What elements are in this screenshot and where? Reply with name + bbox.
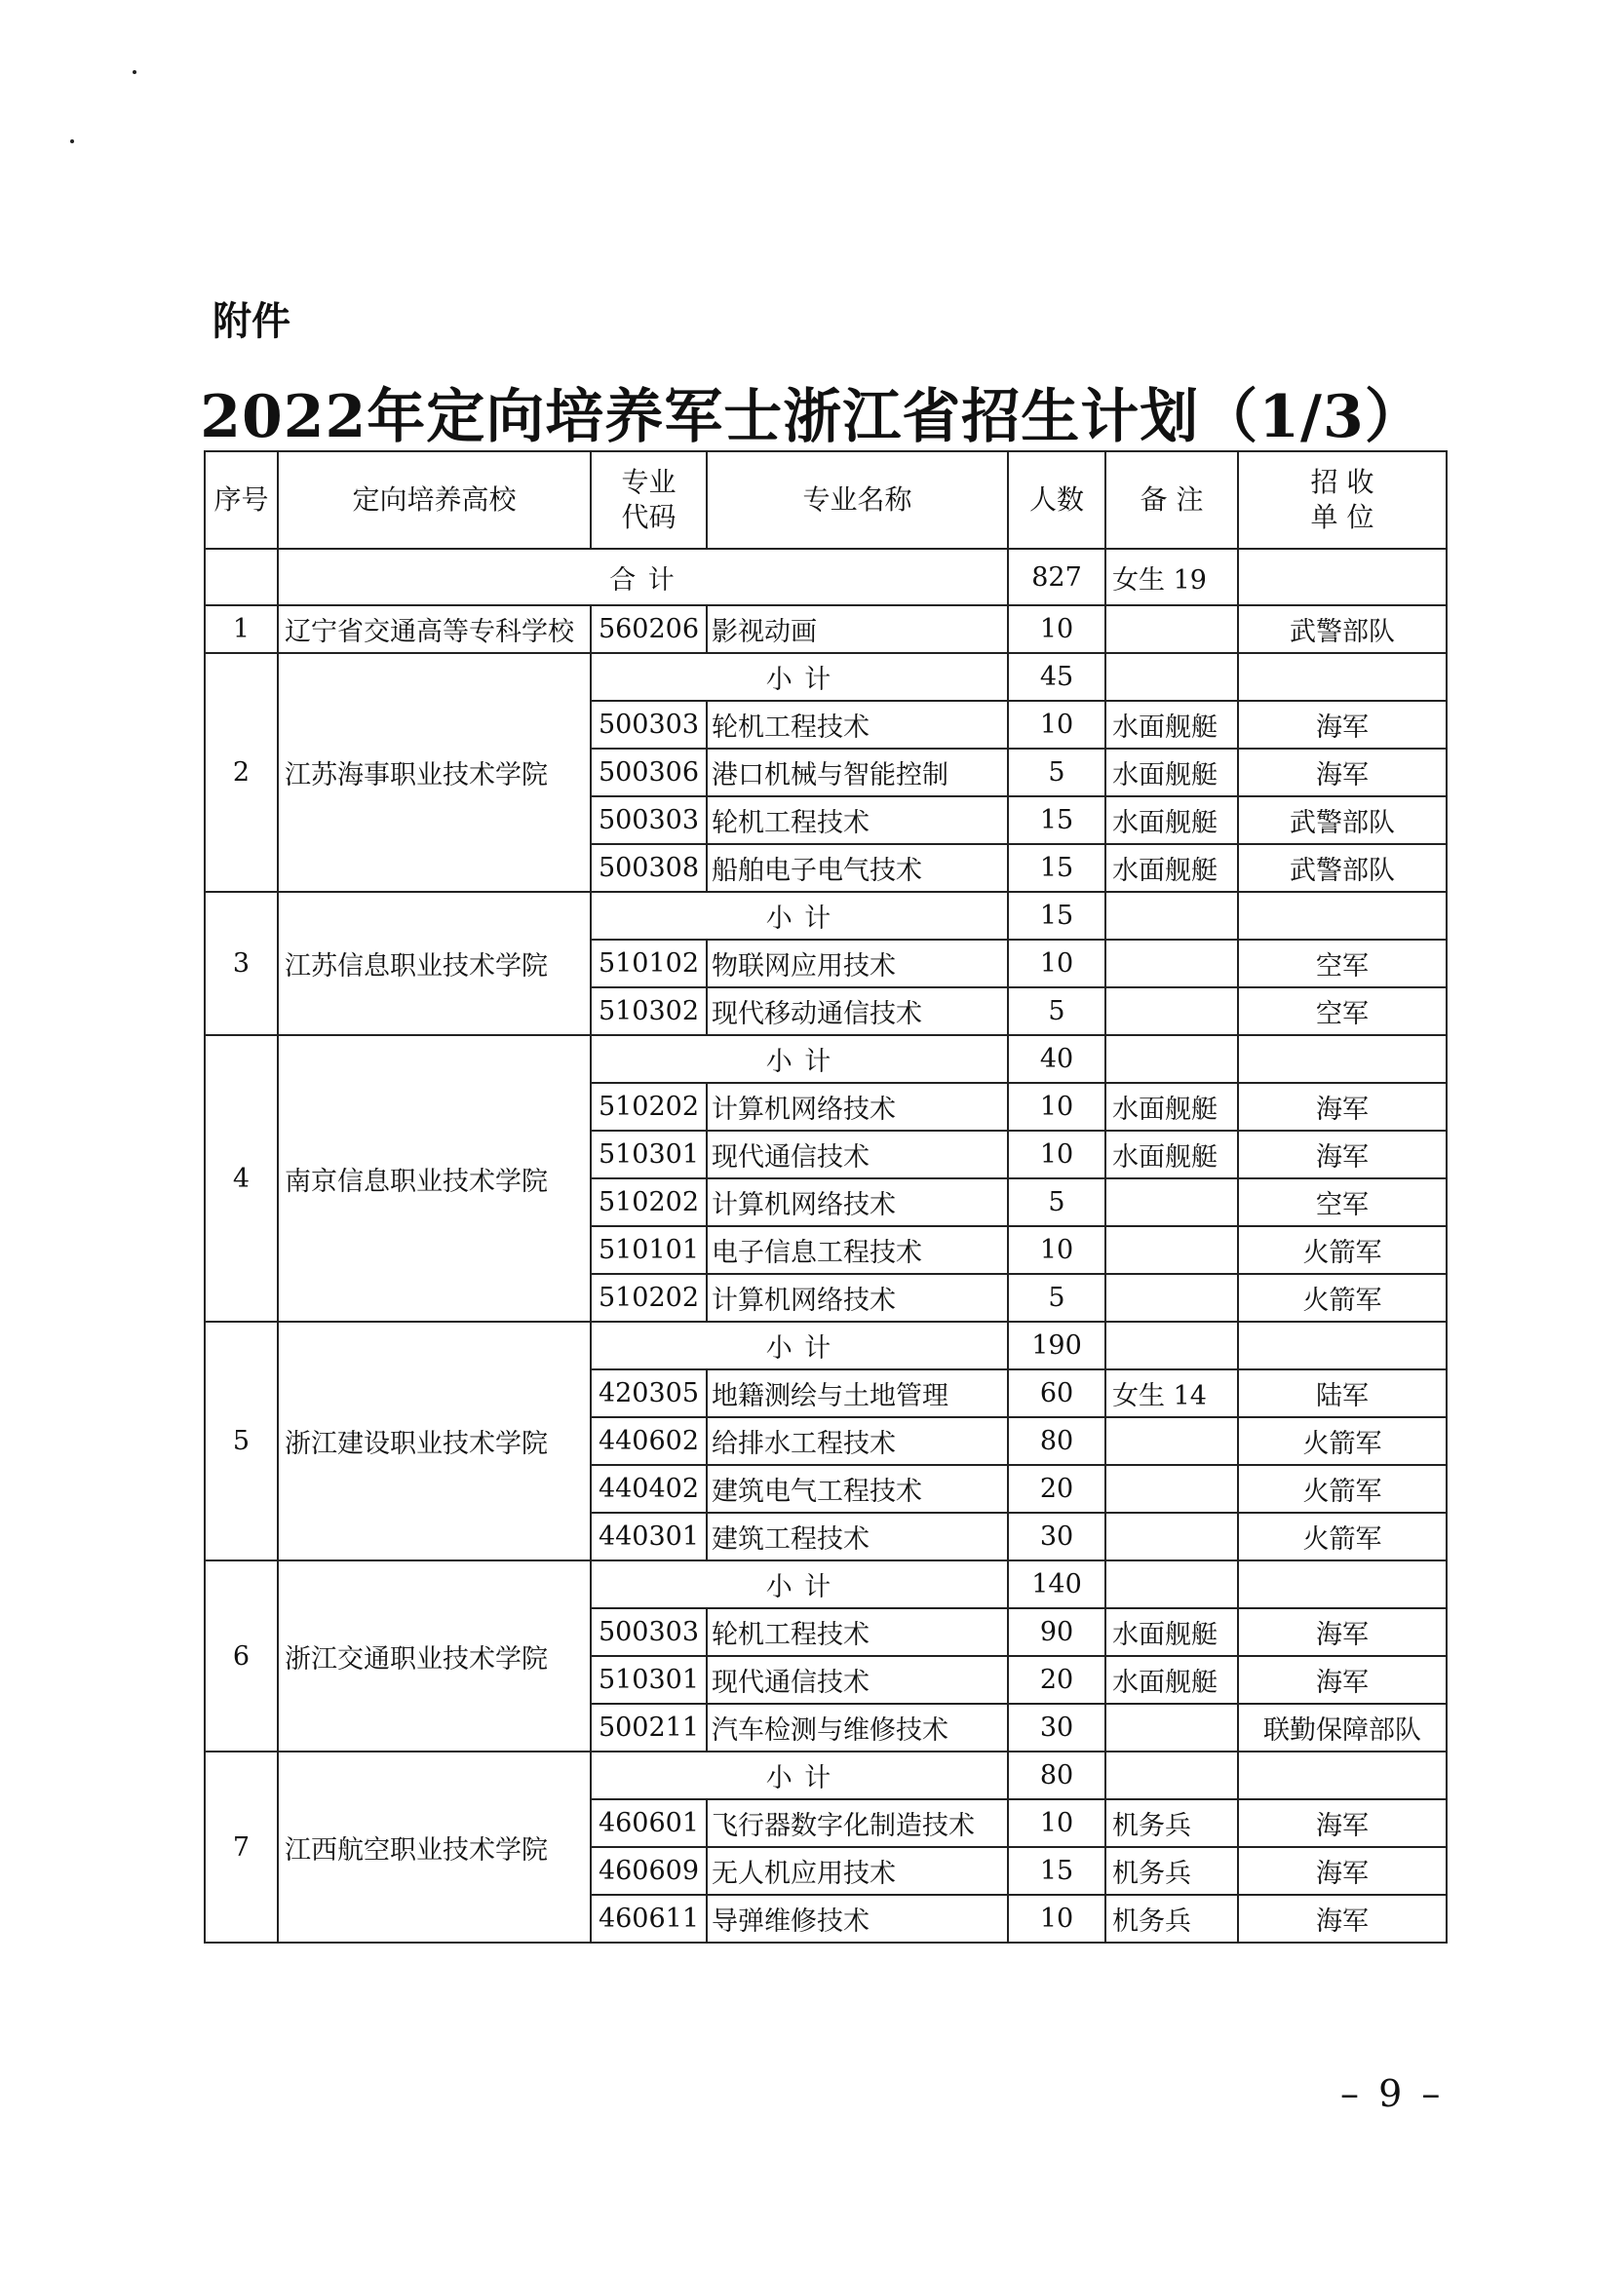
header-seq: 序号 (205, 451, 278, 549)
subtotal-unit-cell (1238, 1560, 1447, 1608)
school-cell: 江西航空职业技术学院 (278, 1752, 591, 1943)
count-cell: 10 (1008, 701, 1105, 749)
unit-cell: 武警部队 (1238, 844, 1447, 892)
header-school: 定向培养高校 (278, 451, 591, 549)
subtotal-remark-cell (1105, 892, 1238, 940)
count-cell: 20 (1008, 1465, 1105, 1513)
remark-cell: 水面舰艇 (1105, 796, 1238, 844)
remark-cell: 水面舰艇 (1105, 1083, 1238, 1131)
major-cell: 轮机工程技术 (707, 701, 1008, 749)
subtotal-row (205, 1752, 1447, 1799)
major-cell: 计算机网络技术 (707, 1083, 1008, 1131)
code-cell: 500303 (591, 1608, 707, 1656)
code-cell: 500211 (591, 1704, 707, 1752)
code-cell: 510102 (591, 940, 707, 987)
unit-cell: 空军 (1238, 1178, 1447, 1226)
remark-cell: 水面舰艇 (1105, 844, 1238, 892)
count-cell: 30 (1008, 1513, 1105, 1560)
remark-cell: 水面舰艇 (1105, 701, 1238, 749)
count-cell: 20 (1008, 1656, 1105, 1704)
total-unit-cell (1238, 549, 1447, 605)
count-cell: 10 (1008, 1131, 1105, 1178)
count-cell: 5 (1008, 1178, 1105, 1226)
unit-cell: 海军 (1238, 1083, 1447, 1131)
subtotal-label: 小 计 (591, 653, 1008, 701)
total-count: 827 (1008, 549, 1105, 605)
code-cell: 500306 (591, 749, 707, 796)
count-cell: 80 (1008, 1417, 1105, 1465)
major-cell: 影视动画 (707, 605, 1008, 653)
school-cell: 南京信息职业技术学院 (278, 1035, 591, 1322)
unit-cell: 海军 (1238, 749, 1447, 796)
unit-cell: 火箭军 (1238, 1417, 1447, 1465)
remark-cell: 机务兵 (1105, 1895, 1238, 1943)
remark-cell (1105, 1178, 1238, 1226)
major-cell: 计算机网络技术 (707, 1178, 1008, 1226)
remark-cell: 机务兵 (1105, 1799, 1238, 1847)
subtotal-unit-cell (1238, 653, 1447, 701)
major-cell: 船舶电子电气技术 (707, 844, 1008, 892)
document-title: 2022年定向培养军士浙江省招生计划（1/3） (200, 383, 1424, 451)
header-remark: 备 注 (1105, 451, 1238, 549)
count-cell: 10 (1008, 1083, 1105, 1131)
code-cell: 510302 (591, 987, 707, 1035)
subtotal-remark-cell (1105, 1752, 1238, 1799)
subtotal-remark-cell (1105, 1322, 1238, 1369)
total-label: 合 计 (278, 549, 1008, 605)
unit-cell: 海军 (1238, 701, 1447, 749)
seq-cell: 1 (205, 605, 278, 653)
code-cell: 510101 (591, 1226, 707, 1274)
unit-cell: 武警部队 (1238, 796, 1447, 844)
remark-cell (1105, 1274, 1238, 1322)
unit-cell: 海军 (1238, 1131, 1447, 1178)
unit-cell: 联勤保障部队 (1238, 1704, 1447, 1752)
remark-cell: 水面舰艇 (1105, 1608, 1238, 1656)
subtotal-remark-cell (1105, 1035, 1238, 1083)
scan-speck (133, 70, 136, 74)
major-cell: 建筑电气工程技术 (707, 1465, 1008, 1513)
remark-cell (1105, 987, 1238, 1035)
school-cell: 浙江交通职业技术学院 (278, 1560, 591, 1752)
header-code: 专业 代码 (591, 451, 707, 549)
remark-cell (1105, 1417, 1238, 1465)
remark-cell (1105, 940, 1238, 987)
table-header-row (205, 451, 1447, 549)
seq-cell: 5 (205, 1322, 278, 1560)
remark-cell: 女生 14 (1105, 1369, 1238, 1417)
subtotal-row (205, 1035, 1447, 1083)
code-cell: 560206 (591, 605, 707, 653)
subtotal-remark-cell (1105, 1560, 1238, 1608)
major-cell: 现代通信技术 (707, 1131, 1008, 1178)
count-cell: 10 (1008, 1799, 1105, 1847)
unit-cell: 海军 (1238, 1656, 1447, 1704)
subtotal-count: 140 (1008, 1560, 1105, 1608)
count-cell: 10 (1008, 940, 1105, 987)
seq-cell: 2 (205, 653, 278, 892)
major-cell: 无人机应用技术 (707, 1847, 1008, 1895)
unit-cell: 火箭军 (1238, 1465, 1447, 1513)
major-cell: 轮机工程技术 (707, 1608, 1008, 1656)
remark-cell: 水面舰艇 (1105, 1656, 1238, 1704)
subtotal-count: 45 (1008, 653, 1105, 701)
subtotal-count: 15 (1008, 892, 1105, 940)
count-cell: 15 (1008, 1847, 1105, 1895)
seq-cell: 3 (205, 892, 278, 1035)
code-cell: 420305 (591, 1369, 707, 1417)
major-cell: 飞行器数字化制造技术 (707, 1799, 1008, 1847)
subtotal-label: 小 计 (591, 1560, 1008, 1608)
count-cell: 15 (1008, 796, 1105, 844)
major-cell: 计算机网络技术 (707, 1274, 1008, 1322)
code-cell: 440402 (591, 1465, 707, 1513)
subtotal-row (205, 1560, 1447, 1608)
code-cell: 510202 (591, 1178, 707, 1226)
count-cell: 90 (1008, 1608, 1105, 1656)
subtotal-label: 小 计 (591, 892, 1008, 940)
major-cell: 现代通信技术 (707, 1656, 1008, 1704)
remark-cell: 水面舰艇 (1105, 1131, 1238, 1178)
remark-cell: 水面舰艇 (1105, 749, 1238, 796)
code-cell: 500303 (591, 701, 707, 749)
major-cell: 导弹维修技术 (707, 1895, 1008, 1943)
remark-cell: 机务兵 (1105, 1847, 1238, 1895)
unit-cell: 空军 (1238, 987, 1447, 1035)
count-cell: 10 (1008, 1226, 1105, 1274)
code-cell: 510301 (591, 1131, 707, 1178)
page-number: – 9 – (1340, 2072, 1445, 2115)
count-cell: 5 (1008, 987, 1105, 1035)
major-cell: 电子信息工程技术 (707, 1226, 1008, 1274)
subtotal-label: 小 计 (591, 1035, 1008, 1083)
seq-cell: 6 (205, 1560, 278, 1752)
unit-cell: 火箭军 (1238, 1226, 1447, 1274)
school-cell: 江苏信息职业技术学院 (278, 892, 591, 1035)
total-row (205, 549, 1447, 605)
unit-cell: 火箭军 (1238, 1274, 1447, 1322)
subtotal-count: 190 (1008, 1322, 1105, 1369)
subtotal-unit-cell (1238, 1035, 1447, 1083)
major-cell: 汽车检测与维修技术 (707, 1704, 1008, 1752)
major-cell: 给排水工程技术 (707, 1417, 1008, 1465)
major-cell: 轮机工程技术 (707, 796, 1008, 844)
subtotal-count: 80 (1008, 1752, 1105, 1799)
school-cell: 辽宁省交通高等专科学校 (278, 605, 591, 653)
unit-cell: 火箭军 (1238, 1513, 1447, 1560)
subtotal-unit-cell (1238, 892, 1447, 940)
subtotal-unit-cell (1238, 1322, 1447, 1369)
code-cell: 460609 (591, 1847, 707, 1895)
code-cell: 510202 (591, 1274, 707, 1322)
subtotal-count: 40 (1008, 1035, 1105, 1083)
unit-cell: 武警部队 (1238, 605, 1447, 653)
count-cell: 5 (1008, 1274, 1105, 1322)
header-major: 专业名称 (707, 451, 1008, 549)
scan-speck (70, 139, 74, 143)
enrollment-plan-table (204, 450, 1448, 1944)
remark-cell (1105, 1226, 1238, 1274)
code-cell: 440301 (591, 1513, 707, 1560)
table-body (205, 549, 1447, 1943)
major-cell: 现代移动通信技术 (707, 987, 1008, 1035)
subtotal-row (205, 653, 1447, 701)
seq-cell: 7 (205, 1752, 278, 1943)
subtotal-row (205, 1322, 1447, 1369)
count-cell: 10 (1008, 1895, 1105, 1943)
header-count: 人数 (1008, 451, 1105, 549)
major-cell: 建筑工程技术 (707, 1513, 1008, 1560)
code-cell: 510301 (591, 1656, 707, 1704)
unit-cell: 海军 (1238, 1799, 1447, 1847)
count-cell: 15 (1008, 844, 1105, 892)
school-cell: 江苏海事职业技术学院 (278, 653, 591, 892)
code-cell: 460601 (591, 1799, 707, 1847)
remark-cell (1105, 1513, 1238, 1560)
unit-cell: 海军 (1238, 1847, 1447, 1895)
attachment-label: 附件 (213, 299, 290, 344)
subtotal-unit-cell (1238, 1752, 1447, 1799)
school-cell: 浙江建设职业技术学院 (278, 1322, 591, 1560)
code-cell: 510202 (591, 1083, 707, 1131)
unit-cell: 空军 (1238, 940, 1447, 987)
code-cell: 460611 (591, 1895, 707, 1943)
remark-cell (1105, 605, 1238, 653)
total-remark: 女生 19 (1105, 549, 1238, 605)
subtotal-label: 小 计 (591, 1322, 1008, 1369)
major-cell: 物联网应用技术 (707, 940, 1008, 987)
subtotal-row (205, 892, 1447, 940)
code-cell: 500308 (591, 844, 707, 892)
count-cell: 5 (1008, 749, 1105, 796)
remark-cell (1105, 1465, 1238, 1513)
header-unit: 招 收 单 位 (1238, 451, 1447, 549)
unit-cell: 陆军 (1238, 1369, 1447, 1417)
count-cell: 30 (1008, 1704, 1105, 1752)
remark-cell (1105, 1704, 1238, 1752)
count-cell: 60 (1008, 1369, 1105, 1417)
major-cell: 地籍测绘与土地管理 (707, 1369, 1008, 1417)
total-seq-cell (205, 549, 278, 605)
code-cell: 500303 (591, 796, 707, 844)
count-cell: 10 (1008, 605, 1105, 653)
unit-cell: 海军 (1238, 1895, 1447, 1943)
subtotal-remark-cell (1105, 653, 1238, 701)
unit-cell: 海军 (1238, 1608, 1447, 1656)
major-cell: 港口机械与智能控制 (707, 749, 1008, 796)
table-row (205, 605, 1447, 653)
subtotal-label: 小 计 (591, 1752, 1008, 1799)
seq-cell: 4 (205, 1035, 278, 1322)
code-cell: 440602 (591, 1417, 707, 1465)
